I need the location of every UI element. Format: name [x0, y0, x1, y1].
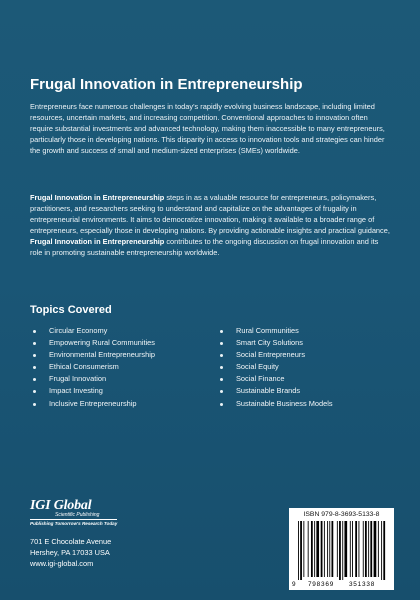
topic-item: Social Entrepreneurs	[217, 349, 397, 361]
topics-list-left	[30, 325, 210, 410]
topic-item: Smart City Solutions	[217, 337, 397, 349]
topic-item: Impact Investing	[30, 385, 210, 397]
barcode-left-digits: 798369	[307, 581, 335, 588]
topic-item: Frugal Innovation	[30, 373, 210, 385]
isbn-barcode	[289, 508, 394, 590]
publisher-address	[30, 536, 111, 569]
publisher-logo-name: IGI Global	[30, 498, 92, 513]
publisher-website: www.igi-global.com	[30, 559, 94, 568]
topic-item: Ethical Consumerism	[30, 361, 210, 373]
topic-item: Rural Communities	[217, 325, 397, 337]
publisher-tagline: Publishing Tomorrow's Research Today	[30, 521, 118, 526]
topic-item: Empowering Rural Communities	[30, 337, 210, 349]
publisher-logo-sub: Scientific Publishing	[55, 512, 100, 518]
address-city: Hershey, PA 17033 USA	[30, 548, 110, 557]
description-lead-title: Frugal Innovation in Entrepreneurship	[30, 193, 165, 202]
barcode-right-digits: 351338	[348, 581, 376, 588]
barcode-first-digit: 9	[292, 581, 296, 588]
isbn-number: ISBN 979-8-3693-5133-8	[303, 511, 380, 518]
description-paragraph	[30, 193, 390, 258]
topic-item: Environmental Entrepreneurship	[30, 349, 210, 361]
description-mid-title: Frugal Innovation in Entrepreneurship	[30, 236, 165, 246]
barcode-icon	[289, 508, 394, 590]
topics-list-right	[217, 325, 397, 410]
topic-item: Sustainable Business Models	[217, 398, 397, 410]
topic-item: Sustainable Brands	[217, 385, 397, 397]
description-text-part-1: steps in as a valuable resource for entrepreneurs, policymakers, practitioners, and researchers seeking to understand and capitalize on the advantages of frugality in entrepreneurial environments. It aims to democratize innovation, making it available to a broader range of entrepreneurs, especially those in developing nations. By providing actionable insights and practical guidance,	[30, 193, 390, 235]
publisher-logo	[30, 498, 120, 530]
book-title: Frugal Innovation in Entrepreneurship	[30, 76, 303, 93]
topic-item: Inclusive Entrepreneurship	[30, 398, 210, 410]
topics-heading: Topics Covered	[30, 304, 112, 316]
topic-item: Social Equity	[217, 361, 397, 373]
topic-item: Social Finance	[217, 373, 397, 385]
address-street: 701 E Chocolate Avenue	[30, 537, 112, 546]
topic-item: Circular Economy	[30, 325, 210, 337]
intro-paragraph: Entrepreneurs face numerous challenges in today's rapidly evolving business landscape, including limited resources, uncertain markets, and increasing competition. Conventional approaches to innovation often require substantial investments and advanced technology, making them inaccessible to many entrepreneurs, particularly those in developing nations. This disparity in access to innovation tools and strategies can hinder the growth and success of small and medium-sized enterprises (SMEs) worldwide.	[30, 102, 385, 155]
description-text-part-2: contributes to the ongoing discussion on frugal innovation and its role in promoting sustainable entrepreneurship worldwide.	[30, 236, 379, 257]
